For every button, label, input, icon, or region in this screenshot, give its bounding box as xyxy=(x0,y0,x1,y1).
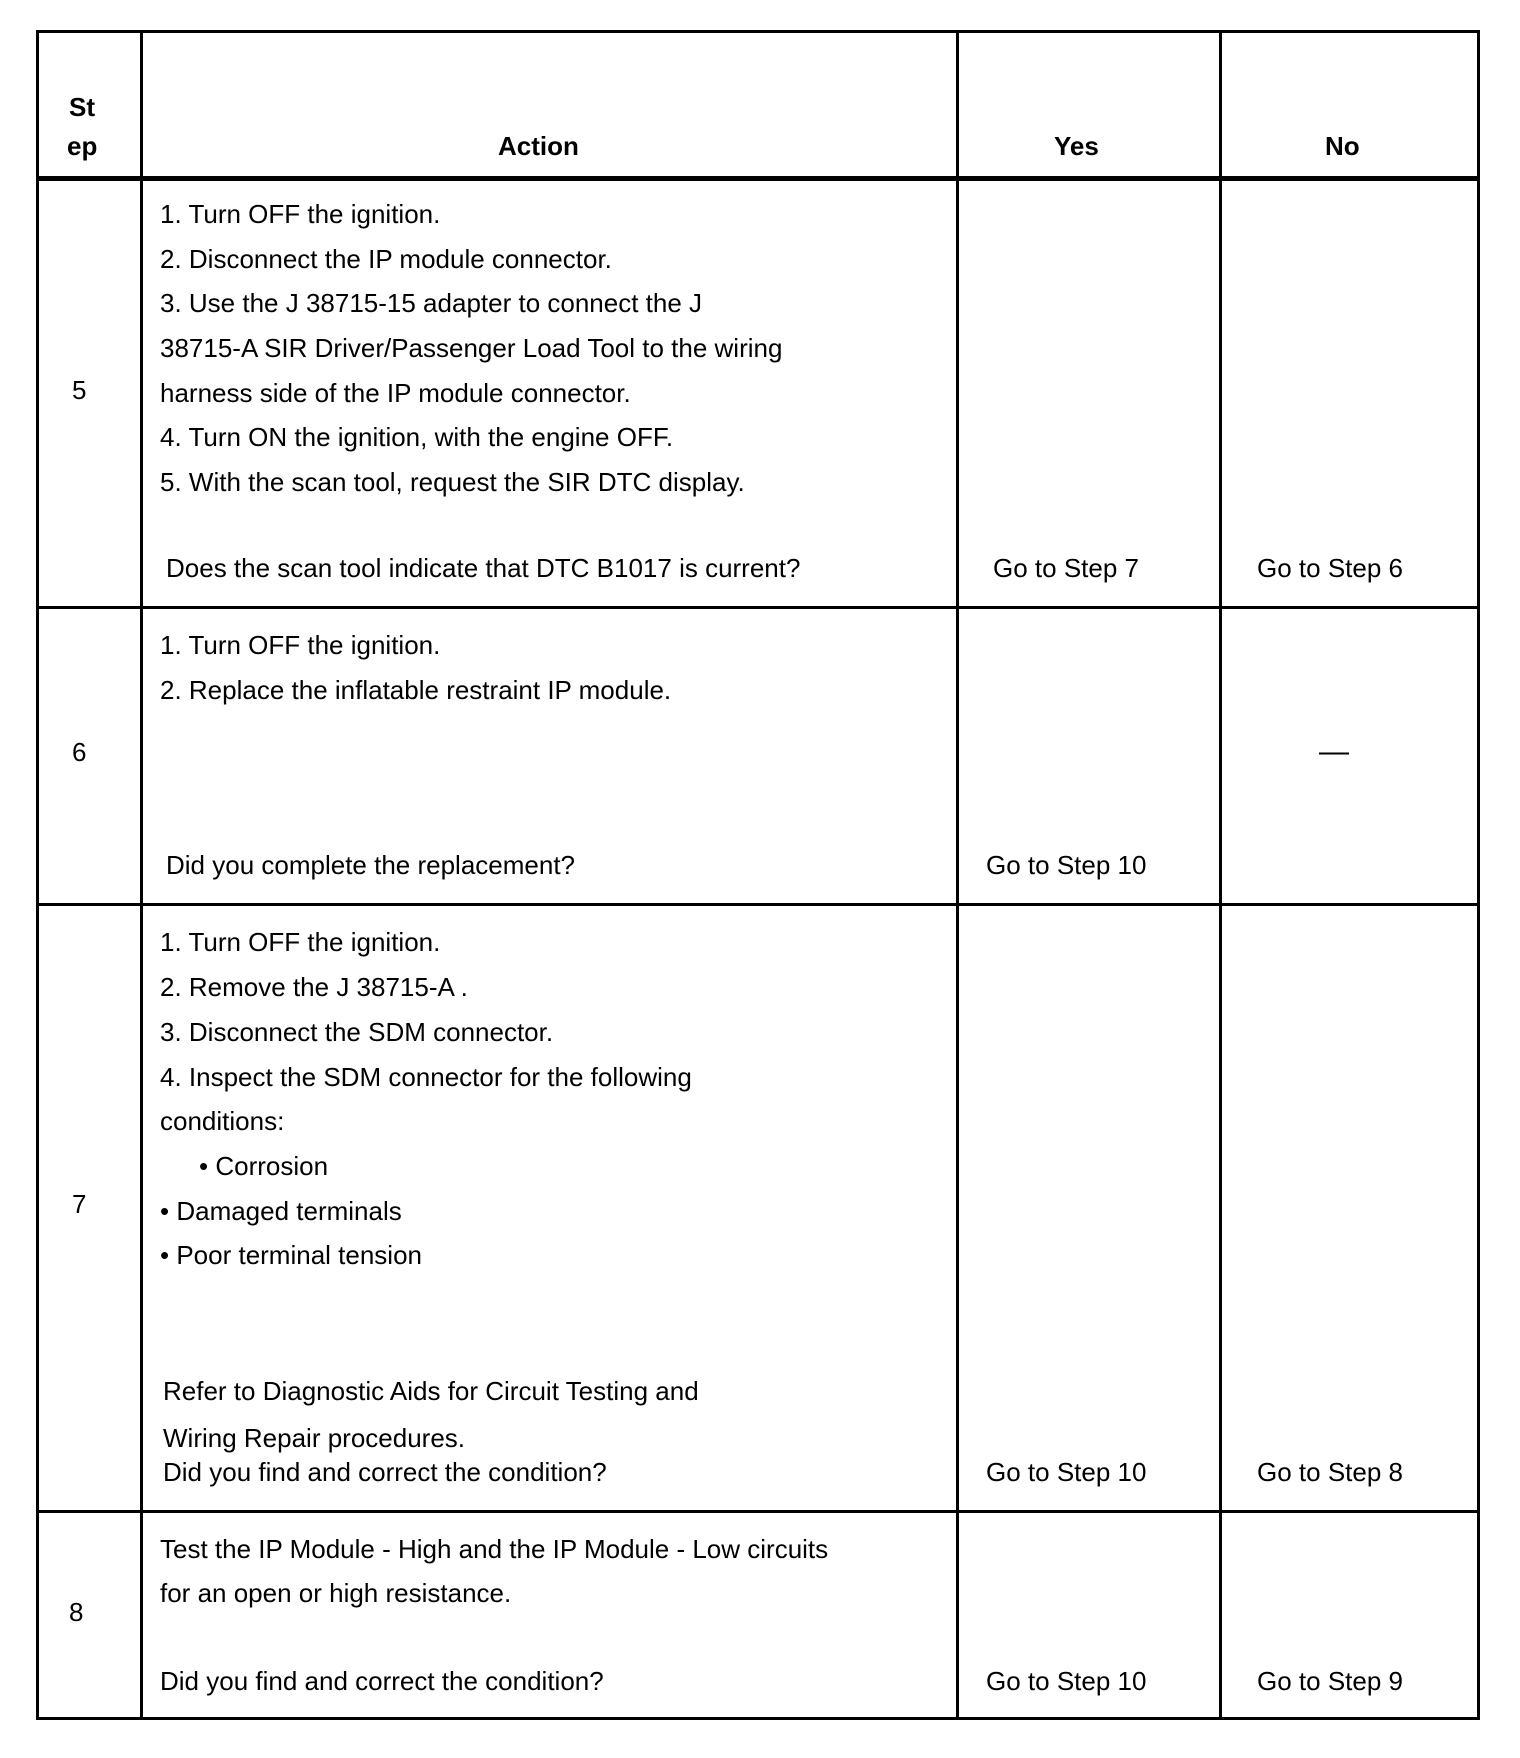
header-action: Action xyxy=(498,131,579,161)
bullet-item: • Corrosion xyxy=(199,1151,329,1181)
action-line: 4. Inspect the SDM connector for the following xyxy=(160,1062,692,1092)
header-divider xyxy=(39,176,1477,181)
action-question: Did you find and correct the condition? xyxy=(163,1457,607,1487)
diagnostic-table xyxy=(36,30,1480,1720)
row-divider xyxy=(39,903,1477,906)
action-line: Wiring Repair procedures. xyxy=(163,1423,466,1453)
yes-result: Go to Step 10 xyxy=(986,850,1147,880)
step-number: 6 xyxy=(72,737,87,767)
action-line: 1. Turn OFF the ignition. xyxy=(160,630,441,660)
action-line: 2. Disconnect the IP module connector. xyxy=(160,244,612,274)
no-result: Go to Step 6 xyxy=(1257,553,1403,583)
action-line: harness side of the IP module connector. xyxy=(160,378,631,408)
action-line: 1. Turn OFF the ignition. xyxy=(160,927,441,957)
header-no: No xyxy=(1325,131,1360,161)
action-question: Did you complete the replacement? xyxy=(166,850,576,880)
step-number: 8 xyxy=(69,1597,84,1627)
action-line: 5. With the scan tool, request the SIR DTC display. xyxy=(160,467,745,497)
bullet-item: • Damaged terminals xyxy=(160,1196,402,1226)
step-number: 7 xyxy=(72,1189,87,1219)
action-line: 3. Use the J 38715-15 adapter to connect the J xyxy=(160,288,703,318)
action-line: conditions: xyxy=(160,1106,285,1136)
step-number: 5 xyxy=(72,375,87,405)
no-result-dash: — xyxy=(1319,735,1349,768)
action-line: Refer to Diagnostic Aids for Circuit Testing and xyxy=(163,1376,699,1406)
column-divider-yes xyxy=(1219,33,1222,1717)
yes-result: Go to Step 10 xyxy=(986,1666,1147,1696)
no-result: Go to Step 9 xyxy=(1257,1666,1403,1696)
header-step-line1: St xyxy=(69,92,95,122)
action-line: Test the IP Module - High and the IP Module - Low circuits xyxy=(160,1534,829,1564)
column-divider-step xyxy=(140,33,143,1717)
column-divider-action xyxy=(956,33,959,1717)
action-line: 4. Turn ON the ignition, with the engine OFF. xyxy=(160,422,674,452)
header-yes: Yes xyxy=(1054,131,1099,161)
action-line: 2. Remove the J 38715-A . xyxy=(160,972,468,1002)
bullet-item: • Poor terminal tension xyxy=(160,1240,423,1270)
header-step-line2: ep xyxy=(67,131,98,161)
no-result: Go to Step 8 xyxy=(1257,1457,1403,1487)
action-line: 3. Disconnect the SDM connector. xyxy=(160,1017,554,1047)
action-line: 2. Replace the inflatable restraint IP module. xyxy=(160,675,672,705)
action-line: for an open or high resistance. xyxy=(160,1578,512,1608)
row-divider xyxy=(39,1510,1477,1513)
action-line: 1. Turn OFF the ignition. xyxy=(160,199,441,229)
yes-result: Go to Step 10 xyxy=(986,1457,1147,1487)
action-question: Does the scan tool indicate that DTC B1017 is current? xyxy=(166,553,801,583)
yes-result: Go to Step 7 xyxy=(993,553,1139,583)
action-question: Did you find and correct the condition? xyxy=(160,1666,604,1696)
action-line: 38715-A SIR Driver/Passenger Load Tool to the wiring xyxy=(160,333,783,363)
row-divider xyxy=(39,606,1477,609)
